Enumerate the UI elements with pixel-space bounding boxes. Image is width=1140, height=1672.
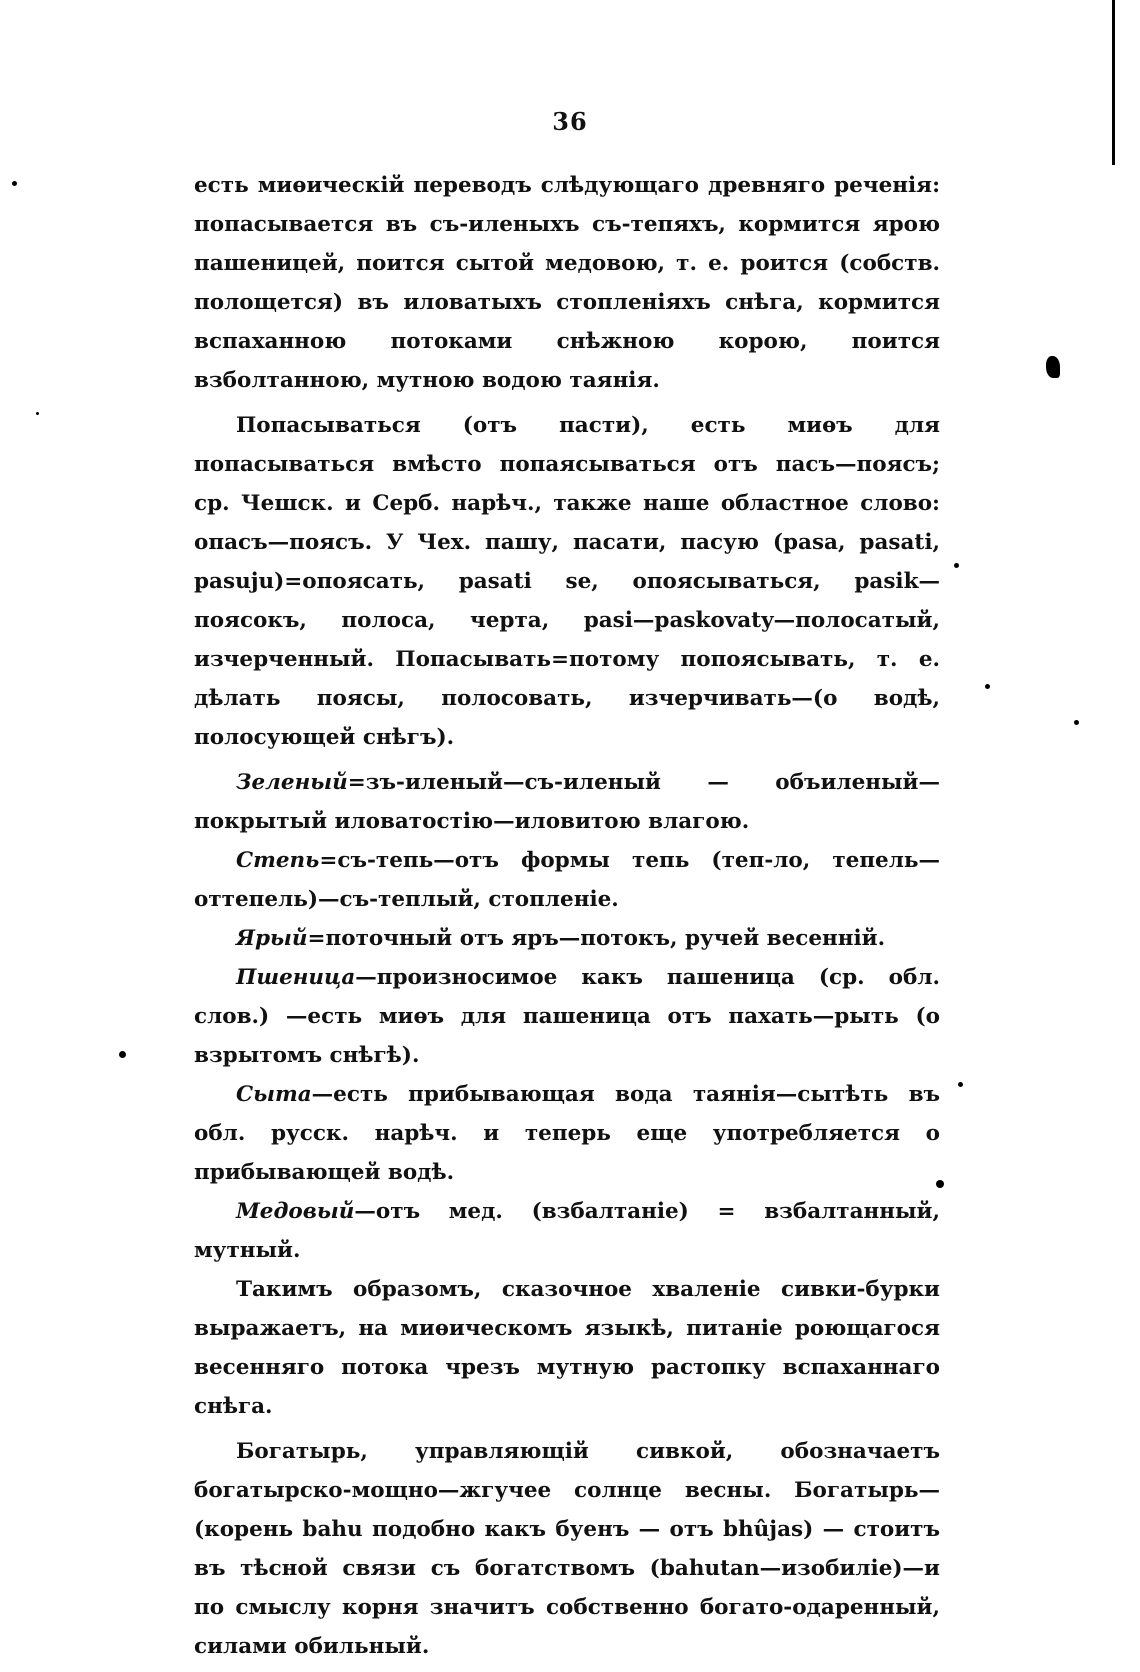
entry-term: Степь <box>236 848 320 873</box>
paragraph-conclusion <box>194 1270 940 1426</box>
entry-text: =съ-тепь—отъ формы тепь (теп-ло, тепель—оттепель)—съ-теплый, стопленіе. <box>194 848 940 912</box>
paragraph-bogatyr <box>194 1432 940 1666</box>
entry-zelenyi <box>194 763 940 841</box>
ink-blot-mark <box>1046 356 1060 378</box>
entry-pshenitsa <box>194 958 940 1075</box>
speck <box>985 684 990 689</box>
paragraph-text: Попасываться (отъ пасти), есть миѳъ для попасываться вмѣсто попаясываться отъ пасъ—поясъ; ср. Чешск. и Серб. нарѣч., также наше областное слово: опасъ—поясъ. У Чех. пашу, пасати, пасую (pasa, pasati, pasuju)=опоясать, pasati se, опоясываться, pasik—поясокъ, полоса, черта, pasi—paskovaty—полосатый, изчерченный. Попасывать=потому попоясывать, т. е. дѣлать поясы, полосовать, изчерчивать—(о водѣ, полосующей снѣгъ). <box>194 413 940 750</box>
entry-term: Зеленый <box>236 770 348 795</box>
paragraph-text: Такимъ образомъ, сказочное хваленіе сивки-бурки выражаетъ, на миѳическомъ языкѣ, питаніе роющагося весенняго потока чрезъ мутную растопку вспаханнаго снѣга. <box>194 1277 940 1419</box>
speck <box>119 1051 126 1058</box>
body-text <box>194 166 940 1672</box>
page-number: 36 <box>552 107 588 136</box>
page-edge-line <box>1112 0 1115 165</box>
paragraph-popasyvatsya <box>194 406 940 757</box>
paragraph-text: Богатырь, управляющій сивкой, обозначаетъ богатырско-мощно—жгучее солнце весны. Богатырь—(корень bahu подобно какъ буенъ — отъ bhûjas) — стоитъ въ тѣсной связи съ богатствомъ (bahutan—изобиліе)—и по смыслу корня значитъ собственно богато-одаренный, силами обильный. <box>194 1439 940 1659</box>
speck <box>958 1082 963 1087</box>
entry-step <box>194 841 940 919</box>
speck <box>1074 720 1079 725</box>
entry-yaryi <box>194 919 940 958</box>
entry-text: —отъ мед. (взбалтаніе) = взбалтанный, мутный. <box>194 1199 940 1263</box>
paragraph-text: есть миѳическій переводъ слѣдующаго древняго реченія: попасывается въ съ-иленыхъ съ-тепяхъ, кормится ярою пашеницей, поится сытой медовою, т. е. роится (собств. полощется) въ иловатыхъ стопленіяхъ снѣга, кормится вспаханною потоками снѣжною корою, поится взболтанною, мутною водою таянія. <box>194 173 940 393</box>
entry-term: Ярый <box>236 926 308 951</box>
entry-term: Медовый <box>236 1199 355 1224</box>
entry-term: Сыта <box>236 1082 312 1107</box>
entry-term: Пшеница <box>236 965 356 990</box>
speck <box>12 181 17 186</box>
entry-text: —есть прибывающая вода таянія—сытѣть въ обл. русск. нарѣч. и теперь еще употребляется о прибывающей водѣ. <box>194 1082 940 1185</box>
paragraph-continuation <box>194 166 940 400</box>
entry-medovyi <box>194 1192 940 1270</box>
speck <box>954 563 959 568</box>
speck <box>36 412 39 415</box>
entry-text: =зъ-иленый—съ-иленый — объиленый—покрытый иловатостію—иловитою влагою. <box>194 770 940 834</box>
entry-text: =поточный отъ яръ—потокъ, ручей весенній. <box>307 926 886 951</box>
entry-syta <box>194 1075 940 1192</box>
entry-text: —произносимое какъ пашеница (ср. обл. слов.) —есть миѳъ для пашеница отъ пахать—рыть (о взрытомъ снѣгѣ). <box>194 965 940 1068</box>
